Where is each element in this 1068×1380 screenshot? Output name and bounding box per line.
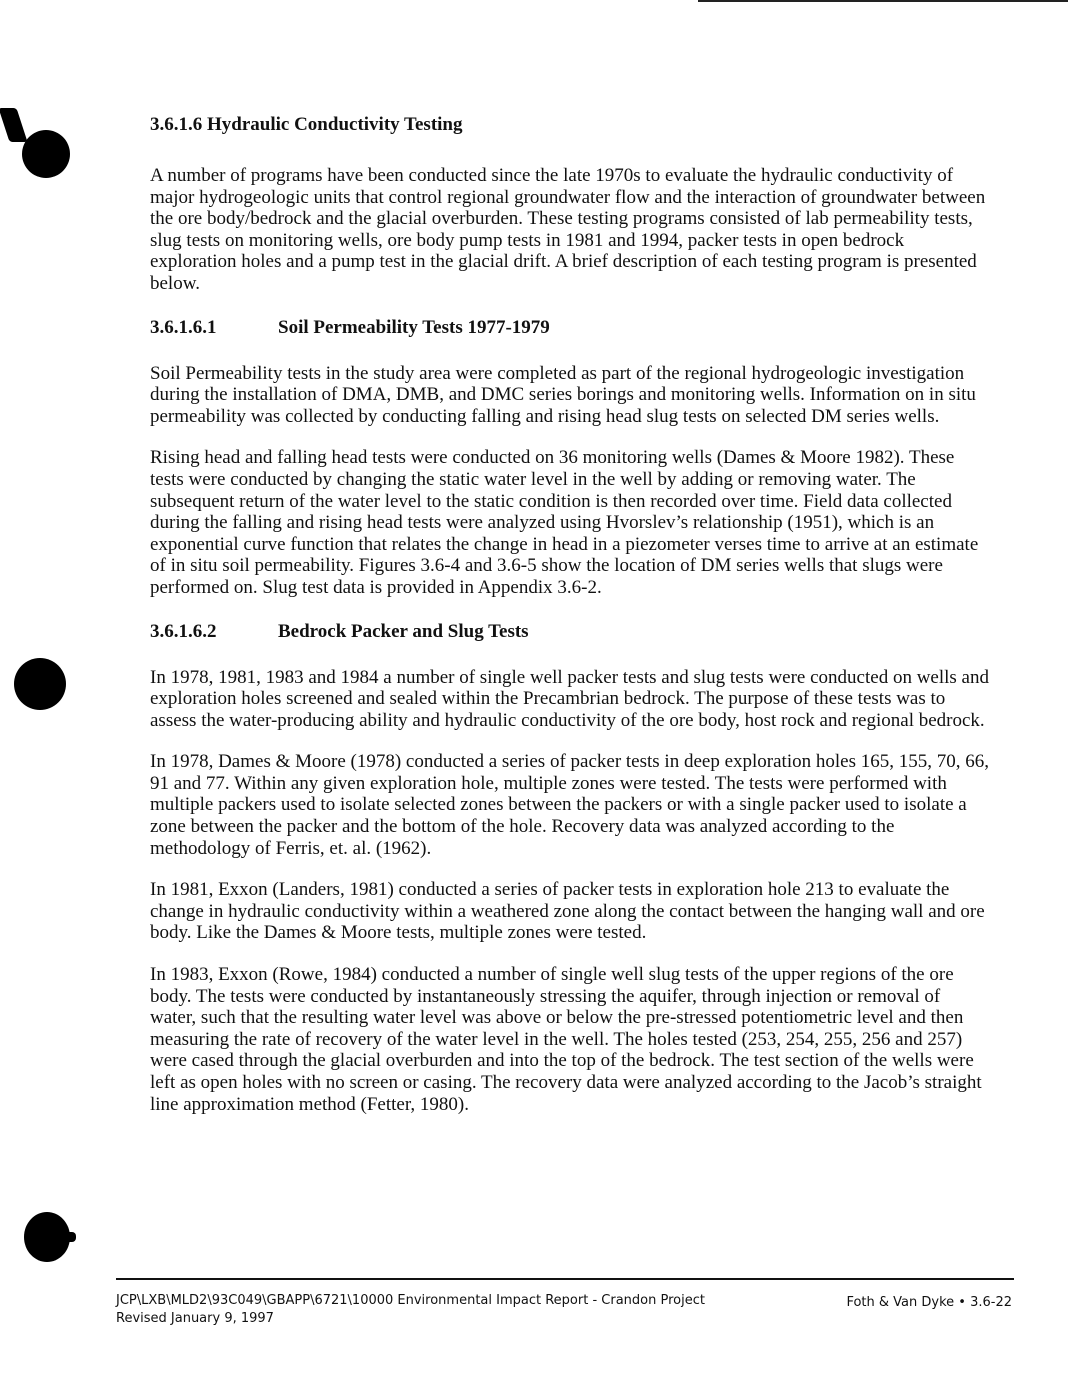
punch-hole-tear-mark — [0, 108, 28, 142]
section-heading: 3.6.1.6 Hydraulic Conductivity Testing — [150, 114, 463, 135]
footer-left — [116, 1292, 705, 1328]
top-edge-rule — [698, 0, 1068, 2]
subsection-title: Bedrock Packer and Slug Tests — [278, 620, 529, 642]
subsection-heading-bedrock-packer — [150, 619, 990, 645]
paragraph: In 1978, Dames & Moore (1978) conducted a series of packer tests in deep exploration holes 165, 155, 70, 66, 91 and 77. Within any given exploration hole, multiple zones were tested. The tests were performed with multiple packers used to isolate selected zones between the packers or with a single packer used to isolate a zone between the packer and the bottom of the hole. Recovery data was analyzed according to the methodology of Ferris, et. al. (1962). — [150, 751, 989, 859]
footer-divider — [116, 1278, 1014, 1280]
footer-path-line: JCP\LXB\MLD2\93C049\GBAPP\6721\10000 Environmental Impact Report - Crandon Project — [116, 1293, 705, 1308]
paragraph: In 1983, Exxon (Rowe, 1984) conducted a number of single well slug tests of the upper regions of the ore body. The tests were conducted by instantaneously stressing the aquifer, through injection or removal of water, such that the resulting water level was above or below the pre-stressed potentiometric level and then measuring the rate of recovery of the water level in the well. The holes tested (253, 254, 255, 256 and 257) were cased through the glacial overburden and into the top of the bedrock. The test section of the wells were left as open holes with no screen or casing. The recovery data were analyzed according to the Jacob’s straight line approximation method (Fetter, 1980). — [150, 964, 982, 1115]
footer-page-reference: Foth & Van Dyke • 3.6-22 — [846, 1295, 1012, 1310]
subsection-heading-soil-permeability — [150, 315, 990, 341]
punch-hole-tear-mark-bottom — [58, 1232, 76, 1242]
paragraph: Rising head and falling head tests were conducted on 36 monitoring wells (Dames & Moore 1982). These tests were conducted by changing the static water level in the well by adding or removing water. The subsequent return of the water level to the static condition is then recorded over time. Field data collected during the falling and rising head tests were analyzed using Hvorslev’s relationship (1951), which is an exponential curve function that relates the change in head in a piezometer verses time to arrive at an estimate of in situ soil permeability. Figures 3.6-4 and 3.6-5 show the location of DM series wells that slugs were performed on. Slug test data is provided in Appendix 3.6-2. — [150, 447, 979, 598]
subsection-number: 3.6.1.6.1 — [150, 316, 217, 338]
punch-hole-top — [22, 130, 70, 178]
intro-paragraph: A number of programs have been conducted since the late 1970s to evaluate the hydraulic conductivity of major hydrogeologic units that control regional groundwater flow and the interaction of groundwater between the ore body/bedrock and the glacial overburden. These testing programs consisted of lab permeability tests, slug tests on monitoring wells, ore body pump tests in 1981 and 1994, packer tests in open bedrock exploration holes and a pump test in the glacial drift. A brief description of each testing program is presented below. — [150, 165, 986, 294]
paragraph: In 1978, 1981, 1983 and 1984 a number of single well packer tests and slug tests were conducted on wells and exploration holes screened and sealed within the Precambrian bedrock. The purpose of these tests was to assess the water-producing ability and hydraulic conductivity of the ore body, host rock and regional bedrock. — [150, 666, 989, 731]
document-body — [150, 112, 990, 1135]
subsection-title: Soil Permeability Tests 1977-1979 — [278, 316, 550, 338]
paragraph: In 1981, Exxon (Landers, 1981) conducted a series of packer tests in exploration hole 213 to evaluate the change in hydraulic conductivity within a weathered zone along the contact between the hanging wall and ore body. Like the Dames & Moore tests, multiple zones were tested. — [150, 879, 985, 944]
paragraph: Soil Permeability tests in the study area were completed as part of the regional hydrogeologic investigation during the installation of DMA, DMB, and DMC series borings and monitoring wells. Information on in situ permeability was collected by conducting falling and rising head slug tests on selected DM series wells. — [150, 362, 976, 427]
punch-hole-middle — [14, 658, 66, 710]
footer-revised-date: Revised January 9, 1997 — [116, 1311, 274, 1326]
subsection-number: 3.6.1.6.2 — [150, 620, 217, 642]
